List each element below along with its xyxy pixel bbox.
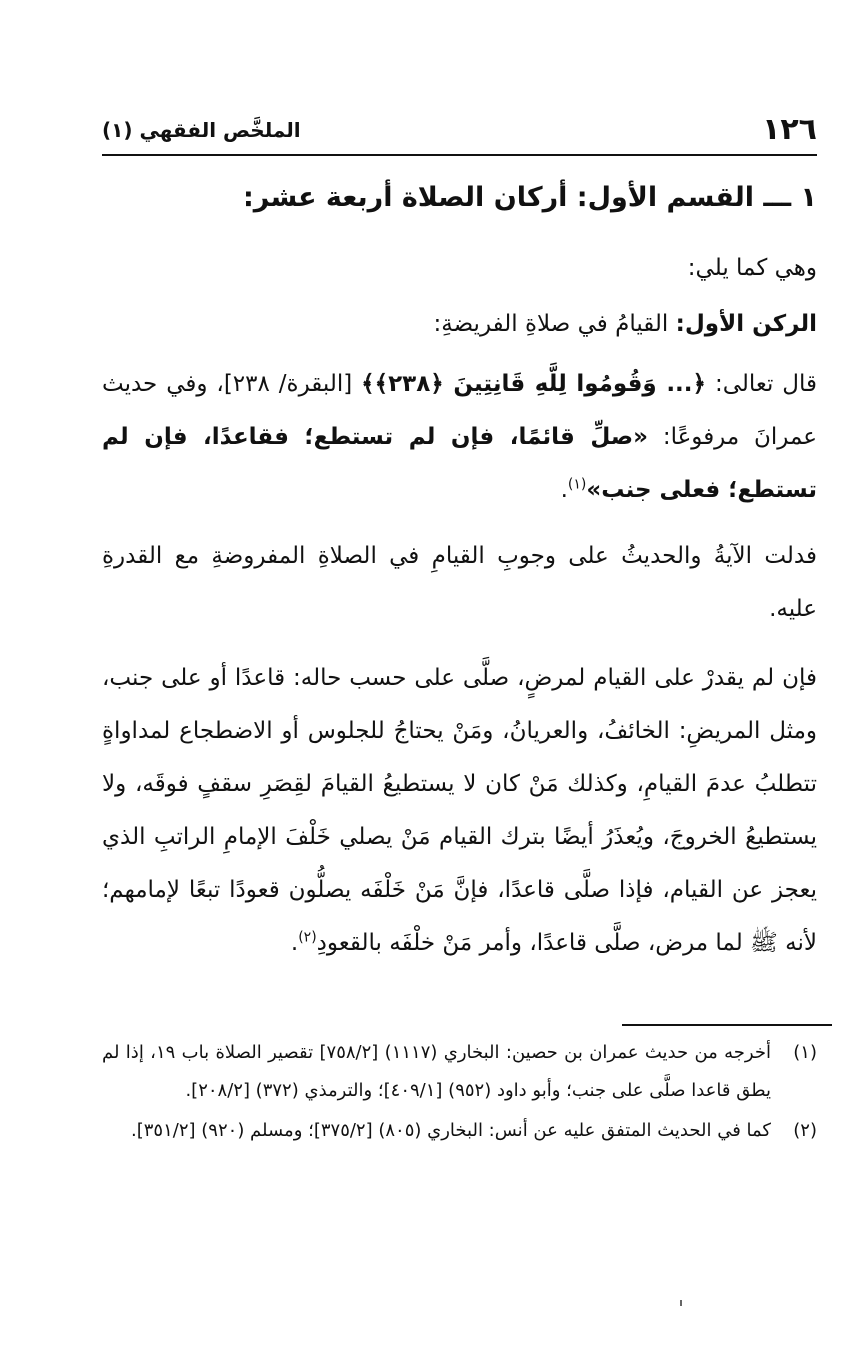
page-number: ١٢٦ [762, 112, 817, 147]
section-heading: ١ ـــ القسم الأول: أركان الصلاة أربعة عشر: [243, 182, 817, 213]
quran-verse: ﴿... وَقُومُوا لِلَّهِ قَانِتِينَ ﴿٢٣٨﴾﴾ [361, 371, 707, 397]
footnote-ref-2: (٢) [298, 929, 317, 946]
exceptions-end: . [290, 930, 299, 956]
evidence-paragraph [102, 358, 817, 517]
intro-paragraph: وهي كما يلي: [687, 255, 817, 281]
footnote-marker: (٢) [793, 1120, 817, 1141]
verse-reference: [البقرة/ ٢٣٨]، وفي حديث عمرانَ مرفوعًا: [102, 371, 818, 450]
footnote-item [102, 1034, 817, 1110]
rukn-heading [102, 298, 817, 351]
footnote-marker: (١) [793, 1042, 817, 1063]
footnote-item [102, 1112, 817, 1150]
footnote-divider [622, 1024, 832, 1026]
footnote-ref-1: (١) [567, 476, 587, 493]
hadith-text: «صلِّ قائمًا، فإن لم تستطع؛ فقاعدًا، فإن لم تستطع؛ فعلى جنب» [102, 424, 817, 503]
running-header [102, 110, 817, 156]
footnote-text: كما في الحديث المتفق عليه عن أنس: البخاري (٨٠٥) [٣٧٥/٢]؛ ومسلم (٩٢٠) [٣٥١/٢]. [131, 1120, 771, 1141]
evidence-end: . [560, 477, 568, 503]
conclusion-paragraph: فدلت الآيةُ والحديثُ على وجوبِ القيامِ في الصلاةِ المفروضةِ مع القدرةِ عليه. [102, 543, 817, 622]
exceptions-paragraph [102, 652, 817, 970]
rukn-label: الركن الأول: [675, 311, 817, 337]
scan-speck [680, 1300, 682, 1306]
rukn-text: القيامُ في صلاةِ الفريضةِ: [433, 311, 669, 337]
footnotes [102, 1034, 817, 1152]
book-title: الملخَّص الفقهي (١) [102, 118, 301, 142]
evidence-lead: قال تعالى: [714, 371, 818, 397]
footnote-text: أخرجه من حديث عمران بن حصين: البخاري (١١١٧) [٧٥٨/٢] تقصير الصلاة باب ١٩، إذا لم يطق قاعدا صلَّى على جنب؛ وأبو داود (٩٥٢) [٤٠٩/١]؛ والترمذي (٣٧٢) [٢٠٨/٢]. [102, 1042, 771, 1101]
exceptions-text: فإن لم يقدرْ على القيام لمرضٍ، صلَّى على حسب حاله: قاعدًا أو على جنب، ومثل المريضِ: الخائفُ، والعريانُ، ومَنْ يحتاجُ للجلوس أو الاضطجاع لمداواةٍ تتطلبُ عدمَ القيامِ، وكذلك مَنْ كان لا يستطيعُ القيامَ لقِصَرِ سقفٍ فوقَه، ولا يستطيعُ الخروجَ، ويُعذَرُ أيضًا بترك القيام مَنْ يصلي خَلْفَ الإمامِ الراتبِ الذي يعجز عن القيام، فإذا صلَّى قاعدًا، فإنَّ مَنْ خَلْفَه يصلُّون قعودًا تبعًا لإمامهم؛ لأنه ﷺ لما مرض، صلَّى قاعدًا، وأمر مَنْ خلْفَه بالقعودِ [102, 665, 817, 956]
